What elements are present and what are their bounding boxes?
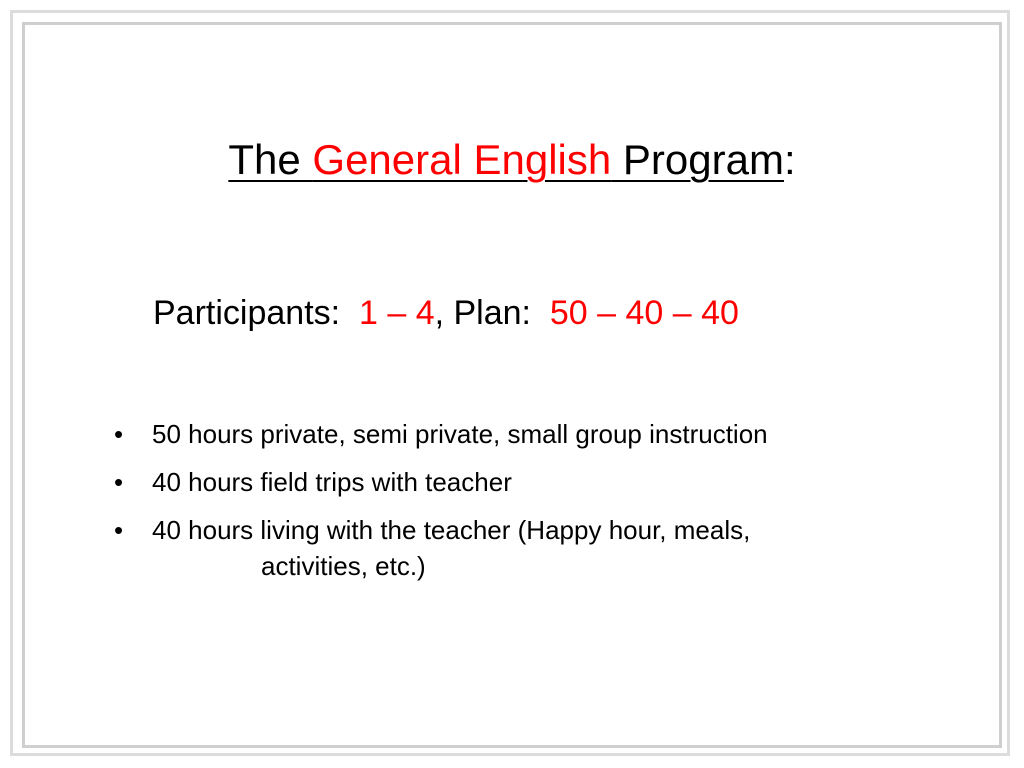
title-colon: : <box>783 136 796 183</box>
title-program: Program <box>611 136 784 183</box>
bullet-text-continuation: activities, etc.) <box>261 551 426 581</box>
bullet-text: 50 hours private, semi private, small group instruction <box>152 419 768 449</box>
bullet-list <box>110 416 950 596</box>
slide-title <box>0 132 1024 188</box>
participants-label: Participants: <box>153 294 359 332</box>
plan-value: 50 – 40 – 40 <box>549 294 739 332</box>
bullet-icon: • <box>114 419 124 449</box>
bullet-item <box>110 464 950 500</box>
participants-value: 1 – 4 <box>358 294 435 332</box>
plan-label: , Plan: <box>434 294 550 332</box>
slide-subtitle <box>153 290 739 336</box>
bullet-icon: • <box>114 467 124 497</box>
bullet-item <box>110 512 950 584</box>
title-underlined <box>228 136 784 183</box>
title-the: The <box>228 136 313 183</box>
bullet-item <box>110 416 950 452</box>
bullet-icon: • <box>114 515 124 545</box>
bullet-text: 40 hours field trips with teacher <box>152 467 512 497</box>
bullet-text: 40 hours living with the teacher (Happy hour, meals, <box>152 515 751 545</box>
slide-frame-inner <box>22 22 1002 748</box>
title-general-english: General English <box>312 136 612 183</box>
